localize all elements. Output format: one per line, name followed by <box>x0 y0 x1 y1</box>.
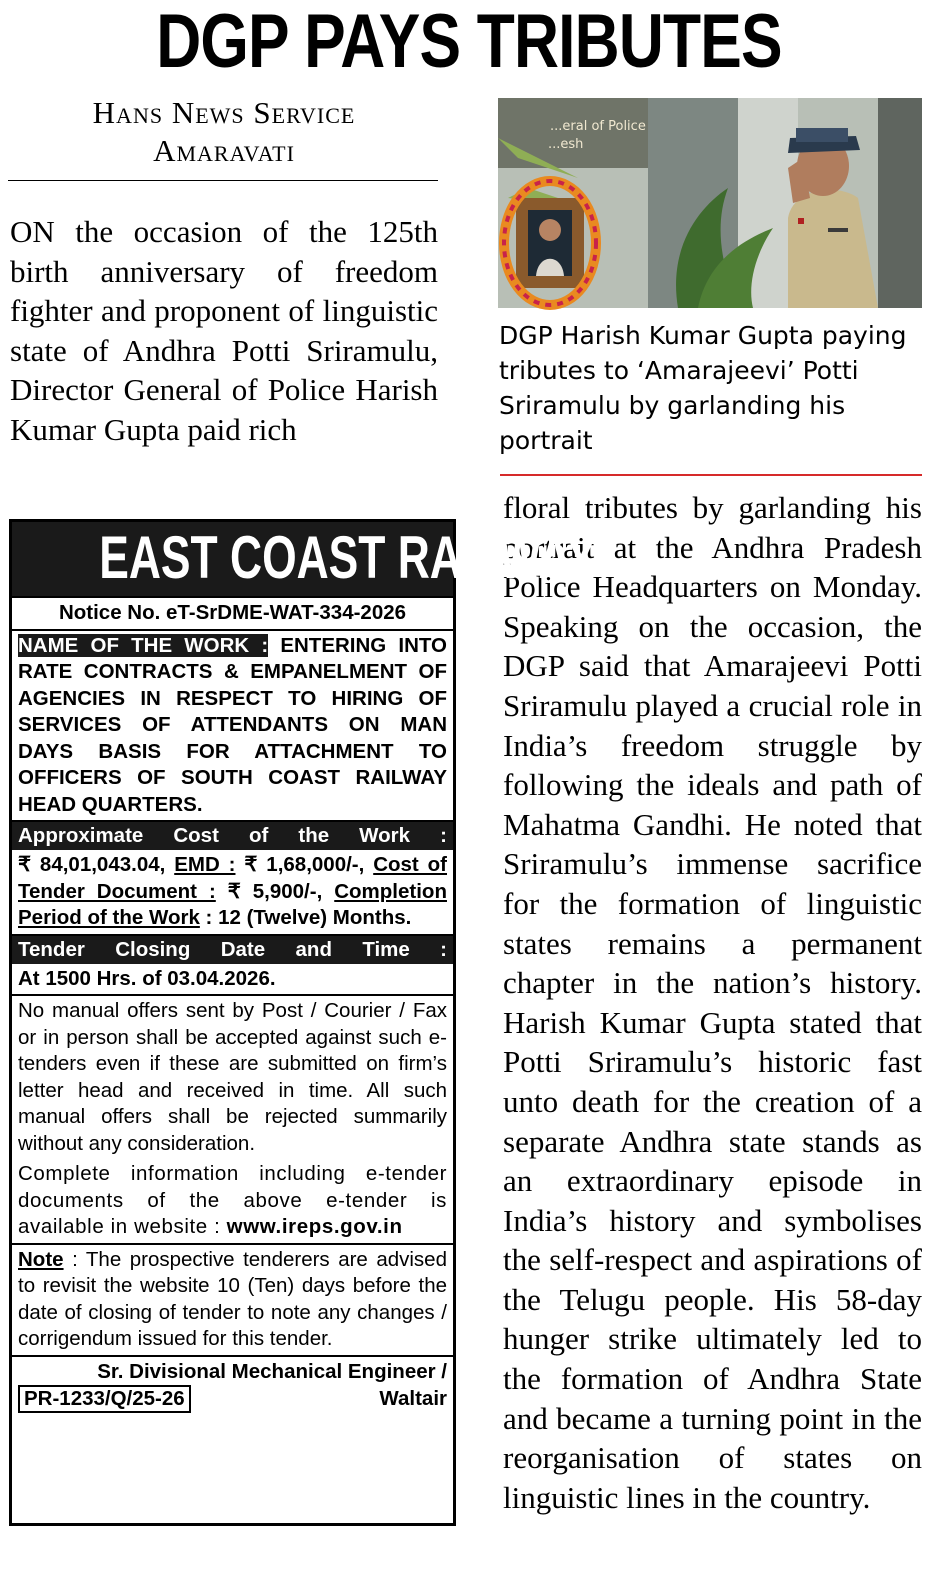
emd-label: EMD : <box>174 853 236 876</box>
cost-heading <box>12 820 453 850</box>
location: Waltair <box>379 1387 447 1410</box>
closing-heading-word: Closing <box>115 937 191 961</box>
info-text: Complete information including e-tender documents of the above e-tender is available in website : <box>18 1162 447 1238</box>
photo-illustration <box>498 98 922 308</box>
doc-cost-value: ₹ 5,900/-, <box>215 879 335 903</box>
article-left-column <box>10 212 438 450</box>
cost-details <box>12 850 453 934</box>
ad-footer <box>12 1385 453 1415</box>
cost-heading-word: : <box>440 824 447 847</box>
work-description <box>12 629 453 821</box>
sign-text-1: ...eral of Police <box>550 119 646 134</box>
article-paragraph-right: floral tributes by garlanding his portrait at the Andhra Pradesh Police Headquarters on Monday. Speaking on the occasion, the DGP said that Amarajeevi Potti Sriramulu played a crucial role in India’s freedom struggle by following the ideals and path of Mahatma Gandhi. He noted that Sriramulu’s immense sacrifice for the formation of linguistic states remains a permanent chapter in the nation’s history. Harish Kumar Gupta stated that Potti Sriramulu’s historic fast unto death for the creation of a separate Andhra state stands as an extraordinary episode in India’s history and symbolises the self-respect and aspirations of the Telugu people. His 58-day hunger strike ultimately led to the formation of Andhra State and became a turning point in the reorganisation of states on linguistic lines in the country. <box>503 490 922 1515</box>
cost-heading-word: Cost <box>173 824 219 847</box>
note-section <box>12 1243 453 1355</box>
railway-tender-ad <box>9 519 596 1526</box>
website-link[interactable]: www.ireps.gov.in <box>226 1215 403 1238</box>
closing-heading-word: Time <box>362 937 410 961</box>
ad-title-text: EAST COAST RAILWAY <box>99 524 596 591</box>
byline-divider <box>8 180 438 181</box>
cost-heading-word: Work <box>359 824 411 847</box>
closing-heading-word: Date <box>220 937 266 961</box>
closing-value: At 1500 Hrs. of 03.04.2026. <box>18 966 276 990</box>
signatory: Sr. Divisional Mechanical Engineer / <box>12 1355 453 1386</box>
work-text: ENTERING INTO RATE CONTRACTS & EMPANELMENT OF AGENCIES IN RESPECT TO HIRING OF SERVICES OF ATTENDANTS ON MAN DAYS BASIS FOR ATTACHMENT TO OFFICERS OF SOUTH COAST RAILWAY HEAD QUARTERS. <box>18 633 447 816</box>
emd-value: ₹ 1,68,000/-, <box>235 853 374 876</box>
photo-caption: DGP Harish Kumar Gupta paying tributes to ‘Amarajeevi’ Potti Sriramulu by garlanding his portrait <box>499 321 907 455</box>
note-label: Note <box>18 1247 64 1271</box>
article-paragraph-left: ON the occasion of the 125th birth anniversary of freedom fighter and proponent of linguistic state of Andhra Potti Sriramulu, Director General of Police Harish Kumar Gupta paid rich <box>10 214 438 447</box>
pr-number: PR-1233/Q/25-26 <box>18 1385 191 1413</box>
cost-value: ₹ 84,01,043.04, <box>18 853 166 876</box>
doc-cost-label: Cost of Tender Document : <box>18 853 447 903</box>
byline-service: Hans News Service <box>92 95 356 130</box>
work-label: NAME OF THE WORK : <box>18 633 269 657</box>
closing-heading-word: Tender <box>18 937 85 961</box>
cost-heading-word: the <box>298 824 330 847</box>
completion-value: : 12 (Twelve) Months. <box>199 906 412 929</box>
closing-heading <box>12 934 453 964</box>
article-right-column <box>503 488 922 1517</box>
headline: DGP PAYS TRIBUTES <box>156 0 782 84</box>
byline-location: Amaravati <box>153 133 295 168</box>
notice-number: Notice No. eT-SrDME-WAT-334-2026 <box>12 596 453 629</box>
closing-heading-word: : <box>440 937 447 961</box>
manual-offers-text: No manual offers sent by Post / Courier / Fax or in person shall be accepted against such e-tenders even if these are submitted on firm’s letter head and received in time. All such manual offers shall be rejected summarily without any consideration. <box>12 994 453 1159</box>
completion-label: Completion Period of the Work <box>18 879 447 929</box>
closing-heading-word: and <box>295 937 332 961</box>
info-section <box>12 1159 453 1243</box>
sign-text-2: ...esh <box>548 137 584 152</box>
note-text: : The prospective tenderers are advised to revisit the website 10 (Ten) days before the date of closing of tender to note any changes / corrigendum issued for this tender. <box>18 1247 447 1350</box>
caption-divider <box>500 474 922 476</box>
cost-heading-word: of <box>248 824 269 847</box>
ad-title <box>12 522 596 596</box>
cost-heading-word: Approximate <box>18 824 144 847</box>
article-photo <box>498 98 922 308</box>
